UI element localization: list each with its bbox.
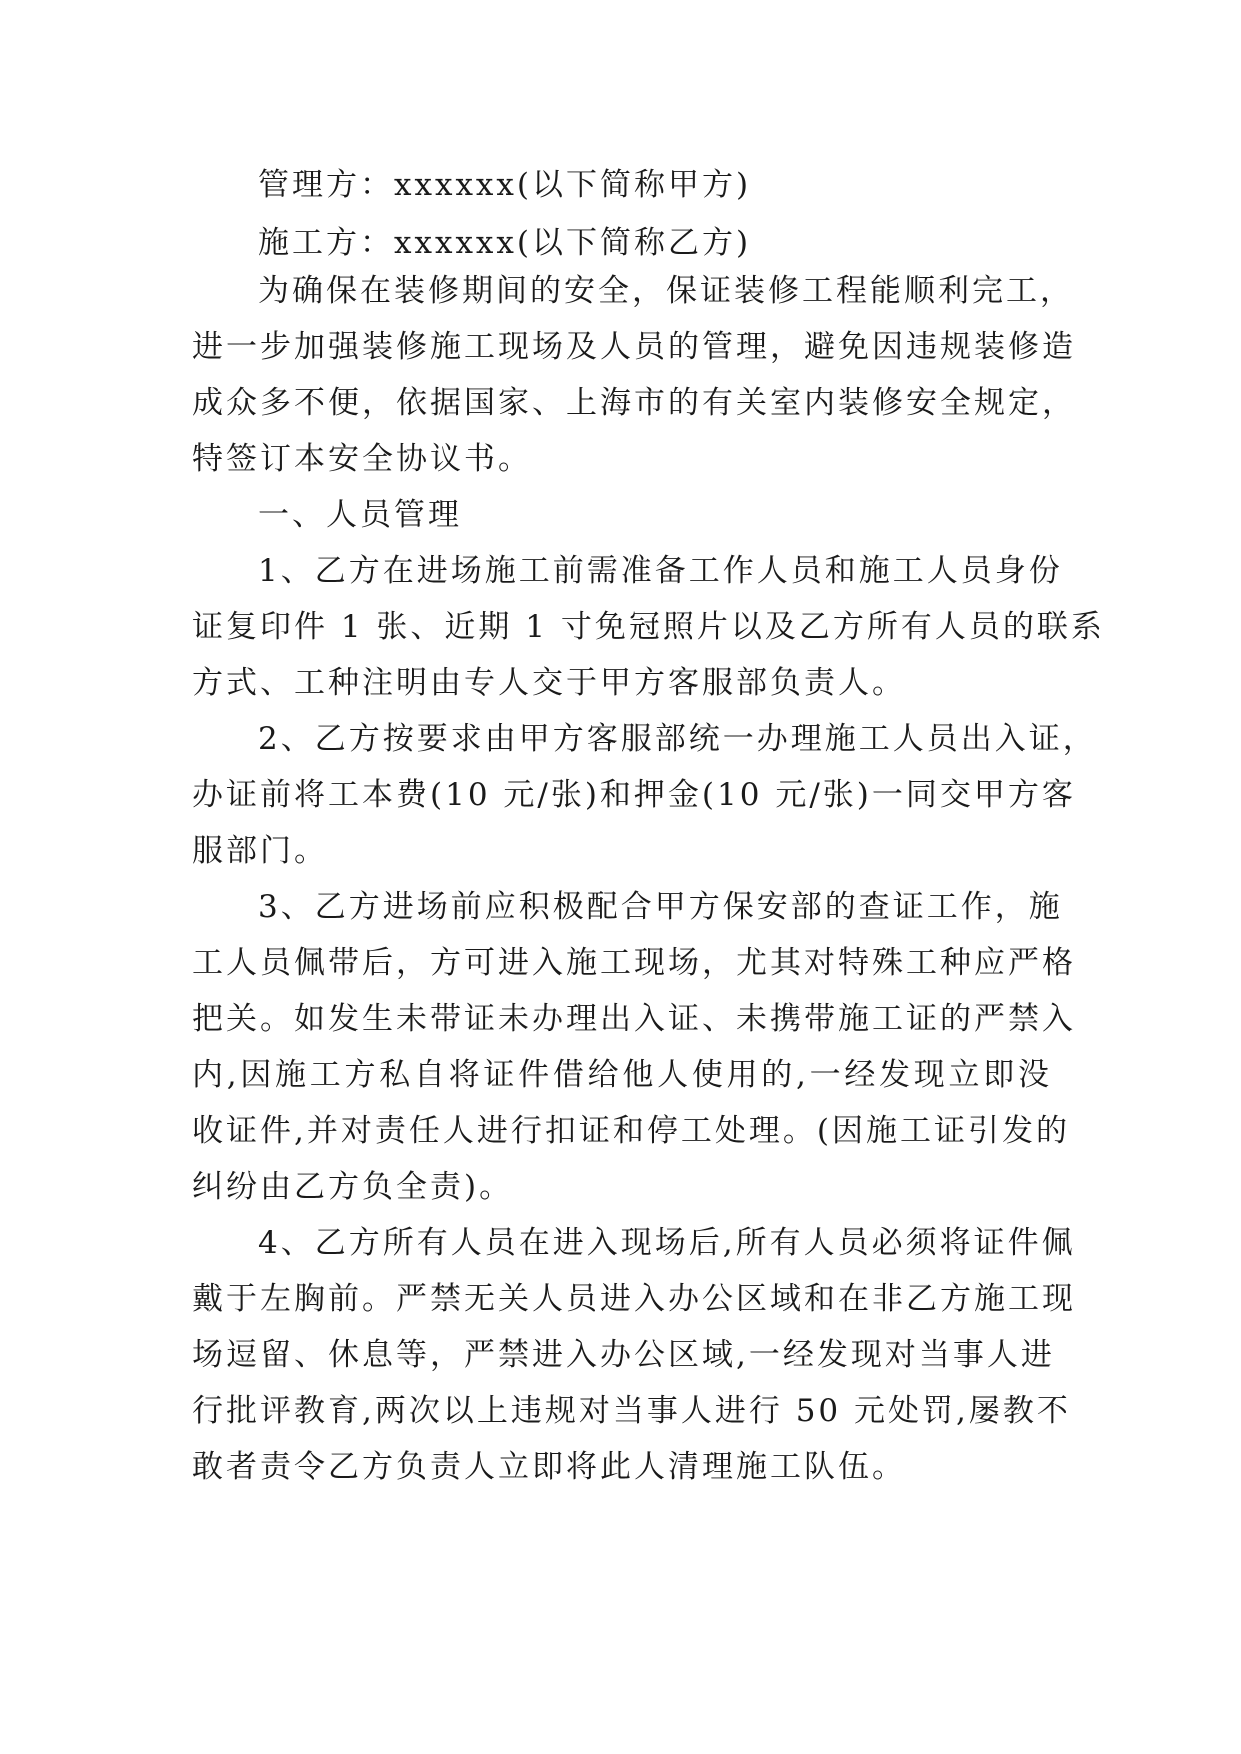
clause-3-line: 收证件,并对责任人进行扣证和停工处理。(因施工证引发的 [192, 1113, 1070, 1149]
intro-paragraph-line: 为确保在装修期间的安全，保证装修工程能顺利完工， [258, 273, 1074, 309]
clause-4-line: 戴于左胸前。严禁无关人员进入办公区域和在非乙方施工现 [192, 1281, 1076, 1317]
clause-1-line: 证复印件 1 张、近期 1 寸免冠照片以及乙方所有人员的联系 [192, 609, 1105, 645]
clause-4-line: 敢者责令乙方负责人立即将此人清理施工队伍。 [192, 1449, 906, 1485]
intro-paragraph-line: 成众多不便，依据国家、上海市的有关室内装修安全规定， [192, 385, 1076, 421]
clause-3-line: 把关。如发生未带证未办理出入证、未携带施工证的严禁入 [192, 1001, 1076, 1037]
clause-3-line: 纠纷由乙方负全责)。 [192, 1169, 514, 1205]
clause-1-line: 方式、工种注明由专人交于甲方客服部负责人。 [192, 665, 906, 701]
clause-4-line: 行批评教育,两次以上违规对当事人进行 50 元处罚,屡教不 [192, 1393, 1071, 1429]
clause-3-line: 工人员佩带后，方可进入施工现场，尤其对特殊工种应严格 [192, 945, 1076, 981]
section-heading: 一、人员管理 [258, 497, 462, 533]
manager-party-line: 管理方：xxxxxx(以下简称甲方) [258, 167, 752, 203]
clause-4-line: 4、乙方所有人员在进入现场后,所有人员必须将证件佩 [258, 1225, 1076, 1261]
clause-2-line: 服部门。 [192, 833, 328, 869]
intro-paragraph-line: 进一步加强装修施工现场及人员的管理，避免因违规装修造 [192, 329, 1076, 365]
clause-4-line: 场逗留、休息等，严禁进入办公区域,一经发现对当事人进 [192, 1337, 1055, 1373]
clause-3-line: 内,因施工方私自将证件借给他人使用的,一经发现立即没 [192, 1057, 1052, 1093]
clause-2-line: 2、乙方按要求由甲方客服部统一办理施工人员出入证， [258, 721, 1097, 757]
clause-1-line: 1、乙方在进场施工前需准备工作人员和施工人员身份 [258, 553, 1063, 589]
clause-3-line: 3、乙方进场前应积极配合甲方保安部的查证工作，施 [258, 889, 1063, 925]
clause-2-line: 办证前将工本费(10 元/张)和押金(10 元/张)一同交甲方客 [192, 777, 1076, 813]
contractor-party-line: 施工方：xxxxxx(以下简称乙方) [258, 225, 752, 261]
intro-paragraph-line: 特签订本安全协议书。 [192, 441, 532, 477]
